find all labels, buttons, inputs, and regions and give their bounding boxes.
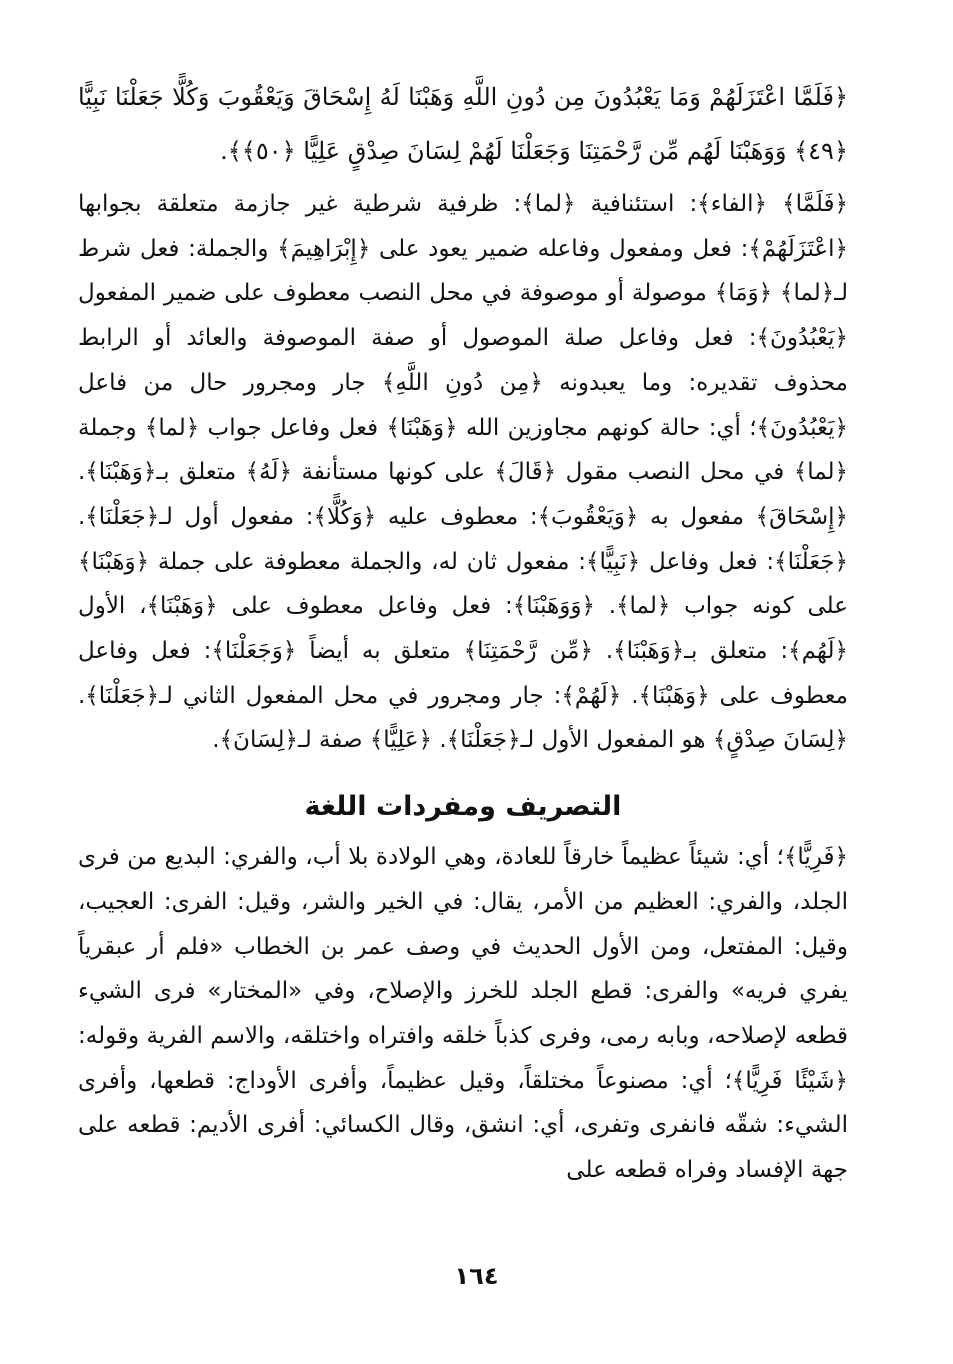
quran-verse: ﴿فَلَمَّا اعْتَزَلَهُمْ وَمَا يَعْبُدُونَ مِن دُونِ اللَّهِ وَهَبْنَا لَهُ إِسْحَاقَ وَيَعْقُوبَ وَكُلًّا جَعَلْنَا نَبِيًّا ﴿٤٩﴾ وَوَهَبْنَا لَهُم مِّن رَّحْمَتِنَا وَجَعَلْنَا لَهُمْ لِسَانَ صِدْقٍ عَلِيًّا ﴿٥٠﴾﴾. — [78, 83, 848, 165]
page-number: ١٦٤ — [454, 1262, 499, 1290]
tasrif-paragraph: ﴿فَرِيًّا﴾؛ أي: شيئاً عظيماً خارقاً للعادة، وهي الولادة بلا أب، والفري: البديع من فرى الجلد، والفري: العظيم من الأمر، يقال: في الخير والشر، وقيل: الفرى: العجيب، وقيل: المفتعل، ومن الأول الحديث في وصف عمر بن الخطاب «فلم أر عبقرياً يفري فريه» والفرى: قطع الجلد للخرز والإصلاح، وفي «المختار» فرى الشيء قطعه لإصلاحه، وبابه رمى، وفرى كذباً خلقه وافتراه واختلقه، والاسم الفرية وقوله: ﴿شَيْئًا فَرِيًّا﴾؛ أي: مصنوعاً مختلقاً، وقيل عظيماً، وأفرى الأوداج: قطعها، وأفرى الشيء: شقّه فانفرى وتفرى، أي: انشق، وقال الكسائي: أفرى الأديم: قطعه على جهة الإفساد وفراه قطعه على — [78, 844, 848, 1184]
irab-paragraph: ﴿فَلَمَّا﴾ ﴿الفاء﴾: استئنافية ﴿لما﴾: ظرفية شرطية غير جازمة متعلقة بجوابها ﴿اعْتَزَلَهُمْ﴾: فعل ومفعول وفاعله ضمير يعود على ﴿إِبْرَاهِيمَ﴾ والجملة: فعل شرط لـ﴿لما﴾ ﴿وَمَا﴾ موصولة أو موصوفة في محل النصب معطوف على ضمير المفعول ﴿يَعْبُدُونَ﴾: فعل وفاعل صلة الموصول أو صفة الموصوفة والعائد أو الرابط محذوف تقديره: وما يعبدونه ﴿مِن دُونِ اللَّهِ﴾ جار ومجرور حال من فاعل ﴿يَعْبُدُونَ﴾؛ أي: حالة كونهم مجاوزين الله ﴿وَهَبْنَا﴾ فعل وفاعل جواب ﴿لما﴾ وجملة ﴿لما﴾ في محل النصب مقول ﴿قَالَ﴾ على كونها مستأنفة ﴿لَهُ﴾ متعلق بـ﴿وَهَبْنَا﴾. ﴿إِسْحَاقَ﴾ مفعول به ﴿وَيَعْقُوبَ﴾: معطوف عليه ﴿وَكُلًّا﴾: مفعول أول لـ﴿جَعَلْنَا﴾. ﴿جَعَلْنَا﴾: فعل وفاعل ﴿نَبِيًّا﴾: مفعول ثان له، والجملة معطوفة على جملة ﴿وَهَبْنَا﴾ على كونه جواب ﴿لما﴾. ﴿وَوَهَبْنَا﴾: فعل وفاعل معطوف على ﴿وَهَبْنَا﴾، الأول ﴿لَهُم﴾: متعلق بـ﴿وَهَبْنَا﴾. ﴿مِّن رَّحْمَتِنَا﴾ متعلق به أيضاً ﴿وَجَعَلْنَا﴾: فعل وفاعل معطوف على ﴿وَهَبْنَا﴾. ﴿لَهُمْ﴾: جار ومجرور في محل المفعول الثاني لـ﴿جَعَلْنَا﴾. ﴿لِسَانَ صِدْقٍ﴾ هو المفعول الأول لـ﴿جَعَلْنَا﴾. ﴿عَلِيًّا﴾ صفة لـ﴿لِسَانَ﴾. — [78, 191, 848, 754]
section-heading: التصريف ومفردات اللغة — [304, 791, 622, 823]
